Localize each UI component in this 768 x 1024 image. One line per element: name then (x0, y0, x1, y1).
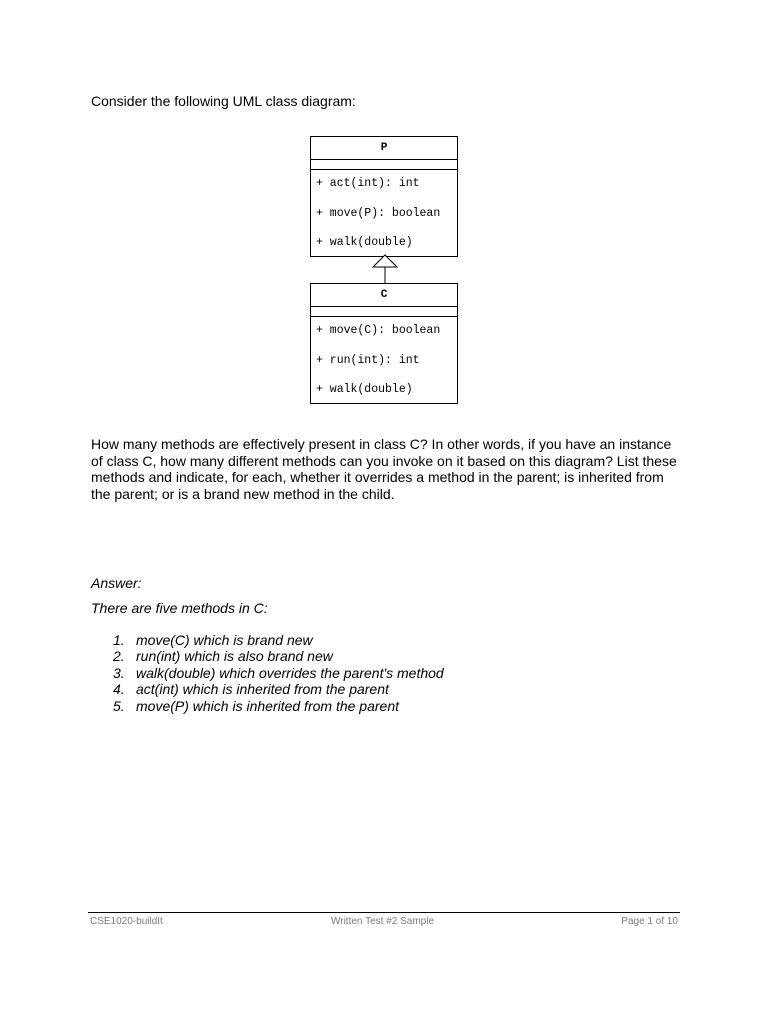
list-text: walk(double) which overrides the parent's method (136, 664, 444, 681)
class-methods-compartment (311, 170, 457, 256)
list-item (113, 632, 444, 648)
footer-divider (88, 912, 680, 913)
method-entry: + move(C): boolean (316, 324, 441, 337)
list-number: 4. (113, 681, 125, 698)
class-attributes-compartment (311, 307, 457, 317)
inheritance-arrow (370, 254, 400, 284)
footer-course: CSE1020-buildIt (90, 916, 163, 927)
list-item (113, 648, 444, 664)
method-entry: + move(P): boolean (316, 206, 441, 220)
footer-page-number: Page 1 of 10 (621, 916, 678, 927)
footer-title: Written Test #2 Sample (331, 916, 435, 927)
method-entry: + walk(double) (316, 236, 413, 249)
class-name: C (311, 284, 457, 307)
method-entry: + run(int): int (316, 353, 420, 367)
class-attributes-compartment (311, 160, 457, 170)
question-text: How many methods are effectively present in class C? In other words, if you have an instance of class C, how many different methods can you invoke on it based on this diagram? List these methods and indicate, for each, whether it overrides a method in the parent; is inherited from the parent; or is a brand new method in the child. (91, 436, 677, 502)
list-text: move(C) which is brand new (136, 632, 313, 648)
uml-class-p (310, 136, 458, 257)
intro-text: Consider the following UML class diagram: (91, 93, 356, 109)
list-number: 2. (113, 648, 125, 665)
answer-list (113, 632, 444, 714)
list-item (113, 665, 444, 681)
list-number: 5. (113, 697, 125, 714)
class-name: P (311, 137, 457, 160)
method-entry: + act(int): int (316, 177, 420, 190)
list-text: act(int) which is inherited from the parent (136, 681, 389, 698)
answer-label: Answer: (91, 575, 142, 591)
list-text: move(P) which is inherited from the parent (136, 697, 399, 714)
list-item (113, 681, 444, 697)
answer-intro: There are five methods in C: (91, 600, 268, 616)
list-text: run(int) which is also brand new (136, 648, 333, 665)
class-methods-compartment (311, 317, 457, 403)
method-entry: + walk(double) (316, 383, 413, 396)
list-number: 3. (113, 664, 125, 681)
uml-class-c (310, 283, 458, 404)
list-item (113, 698, 444, 714)
list-number: 1. (113, 632, 125, 648)
